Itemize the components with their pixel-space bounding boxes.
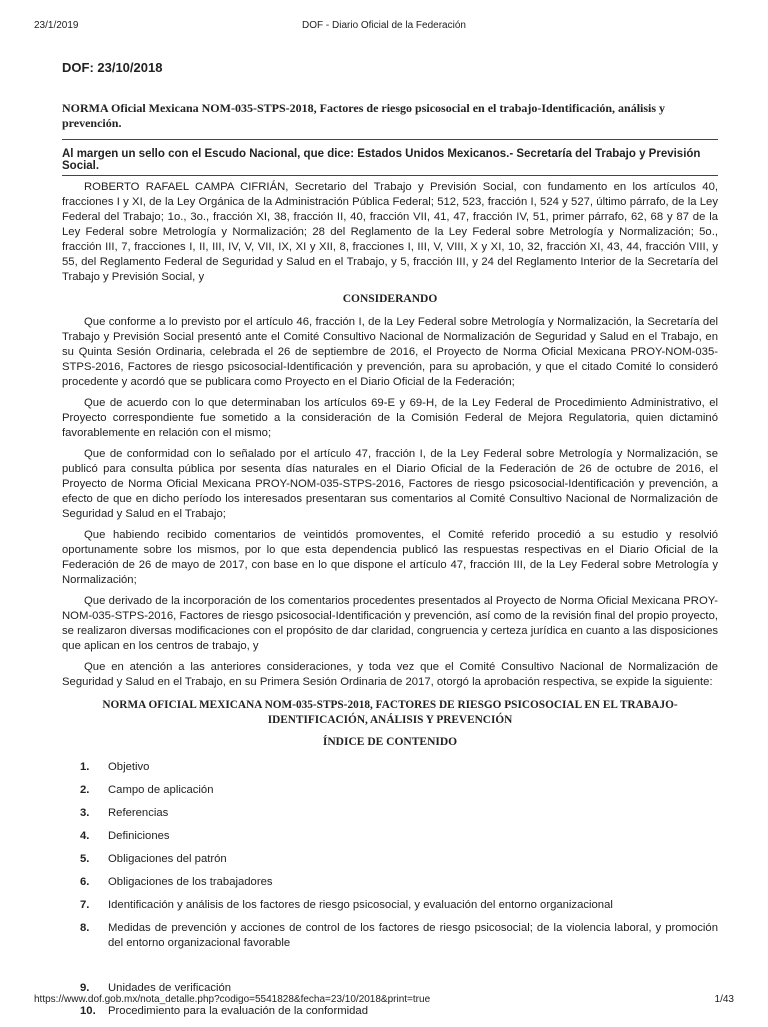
index-label: Obligaciones del patrón [108,853,227,865]
print-url: https://www.dof.gob.mx/nota_detalle.php?codigo=5541828&fecha=23/10/2018&print=true [34,994,431,1005]
index-number: 3. [80,807,90,819]
norma-heading: NORMA OFICIAL MEXICANA NOM-035-STPS-2018, FACTORES DE RIESGO PSICOSOCIAL EN EL TRABAJO-IDENTIFICACIÓN, ANÁLISIS Y PREVENCIÓN [102,699,678,726]
index-label: Definiciones [108,830,170,842]
index-item [62,829,718,844]
sello-text: Al margen un sello con el Escudo Nacional, que dice: Estados Unidos Mexicanos.- Secretaría del Trabajo y Previsión Social. [62,148,718,176]
index-label: Campo de aplicación [108,784,214,796]
considerando-paragraph: Que de conformidad con lo señalado por el artículo 47, fracción I, de la Ley Federal sobre Metrología y Normalización, se publicó para consulta pública por sesenta días naturales en el Diario Oficial de la Federación de 26 de octubre de 2016, el Proyecto de Norma Oficial Mexicana PROY-NOM-035-STPS-2016, Factores de riesgo psicosocial-Identificación y prevención, a efecto de que en dicho período los interesados presentaran sus comentarios al Comité Consultivo Nacional de Normalización de Seguridad y Salud en el Trabajo; [62,448,718,520]
considerando-paragraph: Que de acuerdo con lo que determinaban los artículos 69-E y 69-H, de la Ley Federal de Procedimiento Administrativo, el Proyecto correspondiente fue sometido a la consideración de la Comisión Federal de Mejora Regulatoria, quien dictaminó favorablemente en relación con el mismo; [62,397,718,439]
index-number: 9. [80,982,90,994]
index-label: Objetivo [108,761,150,773]
index-item [62,806,718,821]
print-footer [34,994,734,1008]
norma-title: NORMA Oficial Mexicana NOM-035-STPS-2018, Factores de riesgo psicosocial en el trabajo-Identificación, análisis y prevención. [62,101,718,140]
index-number: 8. [80,922,90,934]
document-body [62,60,718,1027]
print-header [34,20,734,34]
index-item [62,783,718,798]
index-number: 4. [80,830,90,842]
index-item [62,921,718,951]
index-number: 10. [80,1005,96,1017]
index-list [62,760,718,1019]
considerando-heading: CONSIDERANDO [342,293,438,305]
index-label: Obligaciones de los trabajadores [108,876,273,888]
print-title: DOF - Diario Oficial de la Federación [302,20,466,31]
considerando-paragraph: Que habiendo recibido comentarios de veintidós promoventes, el Comité referido procedió a su estudio y resolvió oportunamente sobre los mismos, por lo que esta dependencia publicó las respuestas respectivas en el Diario Oficial de la Federación de 26 de mayo de 2017, con base en lo que dispone el artículo 47, fracción III, de la Ley Federal sobre Metrología y Normalización; [62,529,718,586]
index-label: Medidas de prevención y acciones de control de los factores de riesgo psicosocial; de la violencia laboral, y promoción del entorno organizacional favorable [108,922,718,949]
index-item [62,852,718,867]
index-number: 1. [80,761,90,773]
index-item [62,875,718,890]
index-label: Unidades de verificación [108,982,232,994]
page-number: 1/43 [714,994,734,1005]
index-number: 7. [80,899,90,911]
considerando-paragraph: Que en atención a las anteriores consideraciones, y toda vez que el Comité Consultivo Nacional de Normalización de Seguridad y Salud en el Trabajo, en su Primera Sesión Ordinaria de 2017, otorgó la aprobación respectiva, se expide la siguiente: [62,661,718,688]
intro-paragraph: ROBERTO RAFAEL CAMPA CIFRIÁN, Secretario del Trabajo y Previsión Social, con fundamento en los artículos 40, fracciones I y XI, de la Ley Orgánica de la Administración Pública Federal; 512, 523, fracción I, 524 y 527, último párrafo, de la Ley Federal del Trabajo; 1o., 3o., fracción XI, 38, fracción II, 40, fracción VII, 41, 47, fracción IV, 51, primer párrafo, 62, 68 y 87 de la Ley Federal sobre Metrología y Normalización; 28 del Reglamento de la Ley Federal sobre Metrología y Normalización; 5o., fracción III, 7, fracciones I, II, III, IV, V, VII, IX, XI y XII, 8, fracciones I, III, V, VIII, X y XI, 10, 32, fracción XI, 43, 44, fracción VIII, y 55, del Reglamento Federal de Seguridad y Salud en el Trabajo, y 5, fracción III, y 24 del Reglamento Interior de la Secretaría del Trabajo y Previsión Social, y [62,181,718,283]
index-item [62,760,718,775]
index-label: Identificación y análisis de los factores de riesgo psicosocial, y evaluación del entorno organizacional [108,899,613,911]
index-item [62,898,718,913]
considerando-paragraph: Que conforme a lo previsto por el artículo 46, fracción I, de la Ley Federal sobre Metrología y Normalización, la Secretaría del Trabajo y Previsión Social presentó ante el Comité Consultivo Nacional de Normalización de Seguridad y Salud en el Trabajo, en su Quinta Sesión Ordinaria, celebrada el 26 de septiembre de 2016, el Proyecto de Norma Oficial Mexicana PROY-NOM-035-STPS-2016, Factores de riesgo psicosocial-Identificación y prevención, para su aprobación, y que el citado Comité lo consideró procedente y acordó que se publicara como Proyecto en el Diario Oficial de la Federación; [62,316,718,388]
considerando-paragraph: Que derivado de la incorporación de los comentarios procedentes presentados al Proyecto de Norma Oficial Mexicana PROY-NOM-035-STPS-2016, Factores de riesgo psicosocial-Identificación y prevención, así como de la revisión final del propio proyecto, se realizaron diversas modificaciones con el propósito de dar claridad, congruencia y certeza jurídica en cuanto a las disposiciones que aplican en los centros de trabajo, y [62,595,718,652]
index-title: ÍNDICE DE CONTENIDO [322,736,458,748]
print-date: 23/1/2019 [34,20,79,31]
index-number: 6. [80,876,90,888]
dof-date: DOF: 23/10/2018 [62,60,163,75]
index-number: 5. [80,853,90,865]
index-label: Referencias [108,807,169,819]
index-label: Procedimiento para la evaluación de la conformidad [108,1005,368,1017]
index-number: 2. [80,784,90,796]
